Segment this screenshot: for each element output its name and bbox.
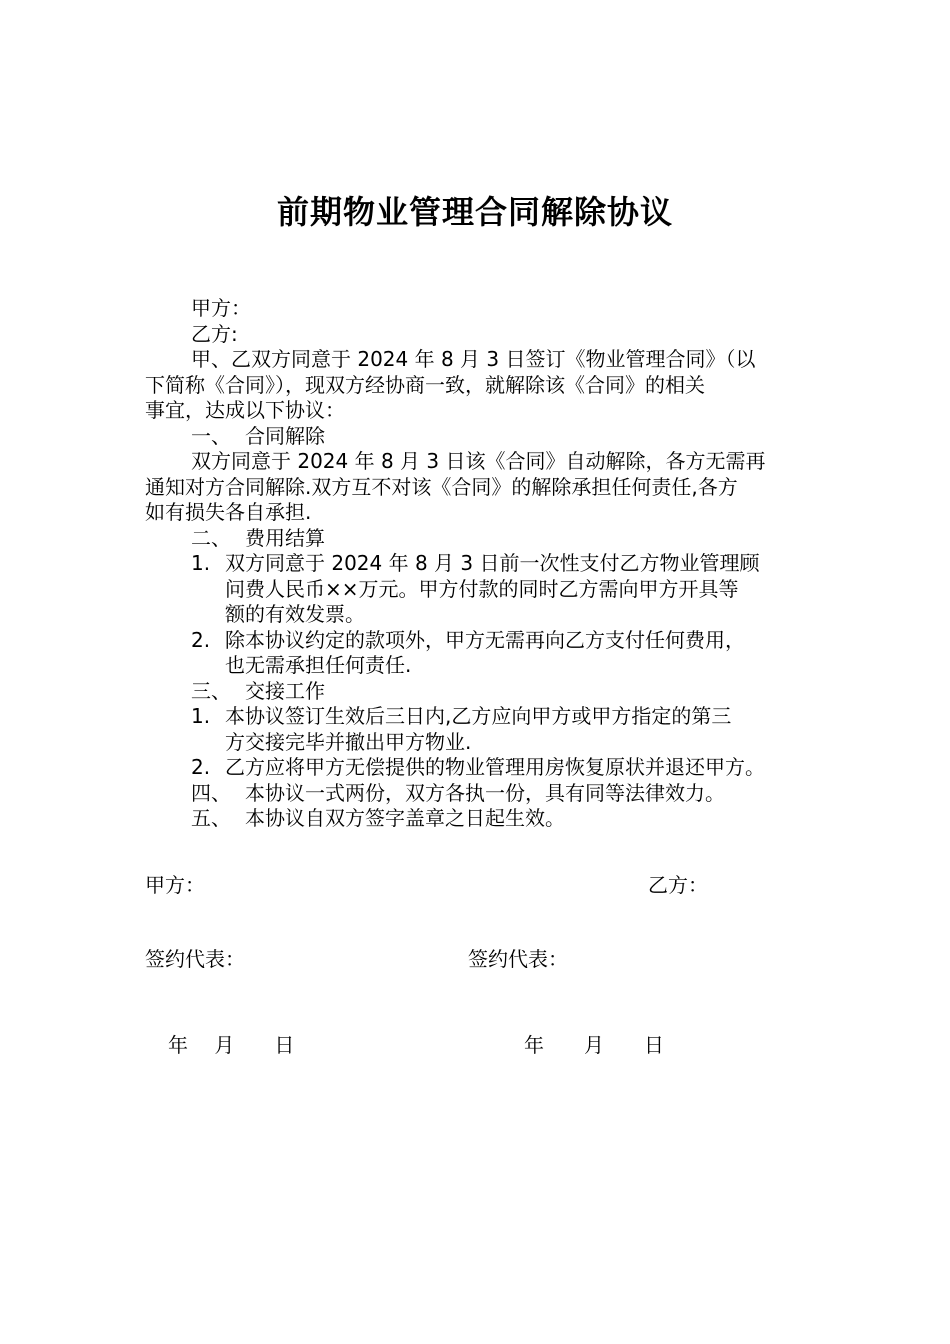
signature-party-b: 乙方： [648, 873, 708, 897]
item-line: 方交接完毕并撤出甲方物业. [225, 729, 472, 754]
item-line: 双方同意于 2024 年 8 月 3 日前一次性支付乙方物业管理顾 [225, 551, 760, 575]
intro-line-3: 事宜，达成以下协议： [145, 398, 345, 422]
section-2-item-2-cont [145, 653, 815, 679]
signature-party-a: 甲方： [145, 873, 205, 897]
section-3-item-1-cont [145, 730, 815, 756]
item-line: 乙方应将甲方无偿提供的物业管理用房恢复原状并退还甲方。 [225, 755, 765, 779]
section-4-text: 本协议一式两份，双方各执一份，具有同等法律效力。 [245, 780, 725, 805]
intro-line-1: 甲、乙双方同意于 2024 年 8 月 3 日签订《物业管理合同》（以 [191, 347, 756, 371]
section-1-line-1: 双方同意于 2024 年 8 月 3 日该《合同》自动解除，各方无需再 [191, 449, 766, 473]
signature-rep-b: 签约代表： [468, 947, 568, 971]
section-3-item-2 [145, 755, 815, 781]
section-5-number: 五、 [191, 806, 231, 830]
section-2-item-2 [145, 628, 815, 654]
section-2-heading [145, 526, 815, 552]
item-number: 2. [191, 755, 211, 779]
section-2-item-1-cont [145, 602, 815, 628]
item-line: 本协议签订生效后三日内,乙方应向甲方或甲方指定的第三 [225, 704, 732, 728]
section-1-line-2: 通知对方合同解除.双方互不对该《合同》的解除承担任何责任,各方 [145, 474, 738, 499]
section-2-item-1-cont [145, 577, 815, 603]
section-3-title: 交接工作 [245, 678, 325, 703]
item-number: 1. [191, 551, 211, 575]
party-b-line: 乙方: [191, 321, 238, 346]
section-3-item-1 [145, 704, 815, 730]
section-2-item-1 [145, 551, 815, 577]
section-3-number: 三、 [191, 678, 231, 703]
section-2-title: 费用结算 [245, 525, 325, 550]
party-a-line: 甲方： [191, 296, 251, 320]
intro-line-2: 下简称《合同》），现双方经协商一致，就解除该《合同》的相关 [145, 372, 705, 397]
section-3-heading [145, 679, 815, 705]
section-1-line-3: 如有损失各自承担. [145, 500, 312, 524]
section-1-heading [145, 424, 815, 450]
section-5 [145, 806, 815, 832]
section-4-number: 四、 [191, 780, 231, 805]
signature-date-b: 年 月 日 [524, 1033, 664, 1057]
item-line: 也无需承担任何责任. [225, 653, 412, 677]
item-number: 1. [191, 704, 211, 728]
item-line: 问费人民币××万元。甲方付款的同时乙方需向甲方开具等 [225, 576, 739, 601]
section-2-number: 二、 [191, 525, 231, 550]
document-title: 前期物业管理合同解除协议 [276, 193, 673, 231]
signature-rep-a: 签约代表： [145, 947, 245, 971]
signature-date-a: 年 月 日 [168, 1033, 295, 1057]
item-number: 2. [191, 627, 211, 652]
section-1-number: 一、 [191, 423, 231, 448]
section-5-text: 本协议自双方签字盖章之日起生效。 [245, 806, 565, 830]
section-4 [145, 781, 815, 807]
item-line: 除本协议约定的款项外，甲方无需再向乙方支付任何费用， [225, 627, 745, 652]
item-line: 额的有效发票。 [225, 602, 365, 626]
agreement-body [145, 296, 815, 832]
section-1-title: 合同解除 [245, 423, 325, 448]
